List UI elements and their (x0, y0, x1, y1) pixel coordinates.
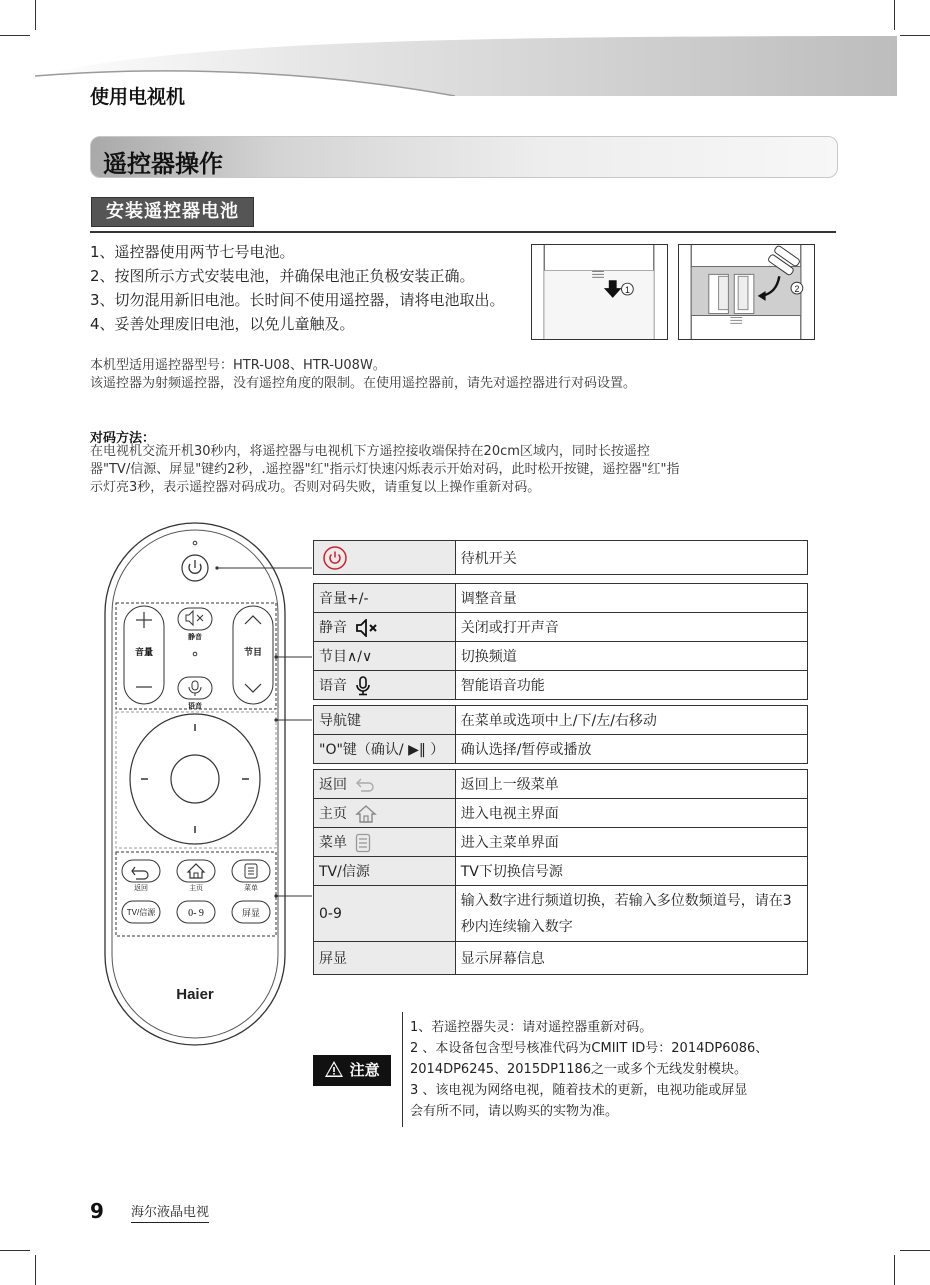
power-desc: 待机开关 (455, 541, 807, 575)
group2-table (313, 705, 808, 764)
table-key: 菜单 (319, 834, 347, 851)
table-desc: 切换频道 (455, 642, 807, 671)
battery-cover-figure (531, 244, 668, 340)
table-row (314, 857, 808, 886)
subheading-box (91, 197, 254, 227)
back-icon (355, 777, 375, 793)
tv-source-key: TV/信源 (126, 908, 156, 917)
group1-table (313, 583, 808, 700)
rf-line: 该遥控器为射频遥控器，没有遥控角度的限制。在使用遥控器前，请先对遥控器进行对码设置。 (90, 376, 637, 391)
display-key: 屏显 (241, 908, 261, 918)
notice-badge (313, 1055, 391, 1086)
crop-mark (900, 1250, 930, 1251)
menu-icon (355, 833, 371, 853)
back-label: 返回 (134, 885, 148, 892)
page-title: 遥控器操作 (103, 150, 223, 178)
battery-step: 4、妥善处理废旧电池，以免儿童触及。 (90, 315, 355, 333)
notice-label: 注意 (349, 1061, 380, 1079)
table-key: 语音 (319, 677, 347, 694)
figure-step-label: 1 (624, 284, 630, 295)
crop-mark (0, 1250, 30, 1251)
battery-insert-figure (678, 244, 815, 340)
table-row (314, 735, 808, 764)
table-row (314, 541, 808, 575)
menu-label: 菜单 (244, 885, 258, 892)
table-row (314, 886, 808, 942)
table-desc: 进入电视主界面 (455, 799, 807, 828)
crop-mark (894, 0, 895, 30)
table-row (314, 642, 808, 671)
microphone-icon (355, 676, 371, 696)
microphone-icon (178, 677, 212, 699)
notice-line: 3 、该电视为网络电视，随着技术的更新，电视功能或屏显 (410, 1083, 748, 1098)
notice-line: 2 、本设备包含型号核准代码为CMIIT ID号：2014DP6086、 (410, 1041, 769, 1056)
model-line: 本机型适用遥控器型号：HTR-U08、HTR-U08W。 (90, 358, 386, 373)
pairing-line: 在电视机交流开机30秒内，将遥控器与电视机下方遥控接收端保持在20cm区域内，同时长按遥控 (90, 444, 650, 459)
notice-line: 会有所不同，请以购买的实物为准。 (410, 1104, 619, 1119)
power-table (313, 540, 808, 575)
table-desc: 在菜单或选项中上/下/左/右移动 (455, 706, 807, 735)
table-desc: 显示屏幕信息 (455, 942, 807, 975)
table-key: TV/信源 (314, 857, 456, 886)
table-key: "O"键（确认/ ▶‖ ） (314, 735, 456, 764)
table-key: 音量+/- (314, 584, 456, 613)
section-title: 使用电视机 (90, 86, 186, 108)
subheading-title: 安装遥控器电池 (106, 201, 239, 222)
voice-label: 语音 (188, 703, 202, 710)
crop-mark (35, 0, 36, 30)
notice-divider (402, 1012, 403, 1127)
heading-bar (90, 136, 838, 178)
volume-label: 音量 (134, 647, 154, 657)
table-desc: 关闭或打开声音 (455, 613, 807, 642)
table-row (314, 828, 808, 857)
crop-mark (900, 35, 930, 36)
warning-icon (324, 1060, 344, 1078)
channel-label: 节目 (243, 647, 263, 657)
table-row (314, 613, 808, 642)
table-key: 主页 (319, 805, 347, 822)
home-icon (355, 804, 377, 824)
ok-button (171, 755, 219, 803)
notice-line: 2014DP6245、2015DP1186之一或多个无线发射模块。 (410, 1062, 748, 1077)
battery-step: 3、切勿混用新旧电池。长时间不使用遥控器，请将电池取出。 (90, 291, 505, 309)
table-key: 静音 (319, 620, 347, 636)
mute-label: 静音 (188, 634, 202, 641)
table-key: 导航键 (314, 706, 456, 735)
table-row (314, 671, 808, 700)
table-desc: 调整音量 (455, 584, 807, 613)
table-key: 节目∧/∨ (314, 642, 456, 671)
table-row (314, 584, 808, 613)
page-number: 9 (90, 1199, 104, 1223)
table-desc: 输入数字进行频道切换，若输入多位数频道号，请在3秒内连续输入数字 (455, 886, 807, 942)
pairing-line: 器"TV/信源、屏显"键约2秒，.遥控器"红"指示灯快速闪烁表示开始对码，此时松开按键，遥控器"红"指 (90, 462, 680, 477)
digits-key: 0- 9 (188, 908, 204, 919)
table-key: 屏显 (314, 942, 456, 975)
power-icon (323, 546, 347, 570)
group3-table (313, 769, 808, 975)
footer-brand: 海尔液晶电视 (131, 1201, 209, 1223)
battery-step: 2、按图所示方式安装电池，并确保电池正负极安装正确。 (90, 267, 475, 285)
battery-step: 1、遥控器使用两节七号电池。 (90, 243, 295, 261)
battery-steps (90, 240, 505, 336)
notice-line: 1、若遥控器失灵：请对遥控器重新对码。 (410, 1020, 653, 1035)
menu-icon (232, 860, 270, 882)
power-icon (182, 555, 208, 581)
crop-mark (0, 35, 30, 36)
figure-step-label: 2 (794, 284, 800, 294)
remote-illustration (100, 520, 314, 1060)
pairing-line: 示灯亮3秒，表示遥控器对码成功。否则对码失败，请重复以上操作重新对码。 (90, 480, 541, 495)
table-row (314, 799, 808, 828)
table-key: 0-9 (314, 886, 456, 942)
home-icon (177, 860, 215, 882)
table-desc: 确认选择/暂停或播放 (455, 735, 807, 764)
crop-mark (35, 1255, 36, 1285)
table-row (314, 770, 808, 799)
notice-text (410, 1017, 800, 1122)
back-icon (122, 860, 160, 882)
pairing-title: 对码方法： (90, 431, 156, 446)
table-row (314, 706, 808, 735)
table-key: 返回 (319, 777, 347, 793)
table-desc: 返回上一级菜单 (455, 770, 807, 799)
home-label: 主页 (189, 885, 203, 892)
table-desc: TV下切换信号源 (455, 857, 807, 886)
subheading-rule (90, 231, 836, 233)
table-desc: 智能语音功能 (455, 671, 807, 700)
table-desc: 进入主菜单界面 (455, 828, 807, 857)
brand-logo: Haier (176, 986, 214, 1003)
table-row (314, 942, 808, 975)
mute-icon (178, 608, 212, 630)
mute-icon (355, 619, 379, 637)
crop-mark (894, 1255, 895, 1285)
